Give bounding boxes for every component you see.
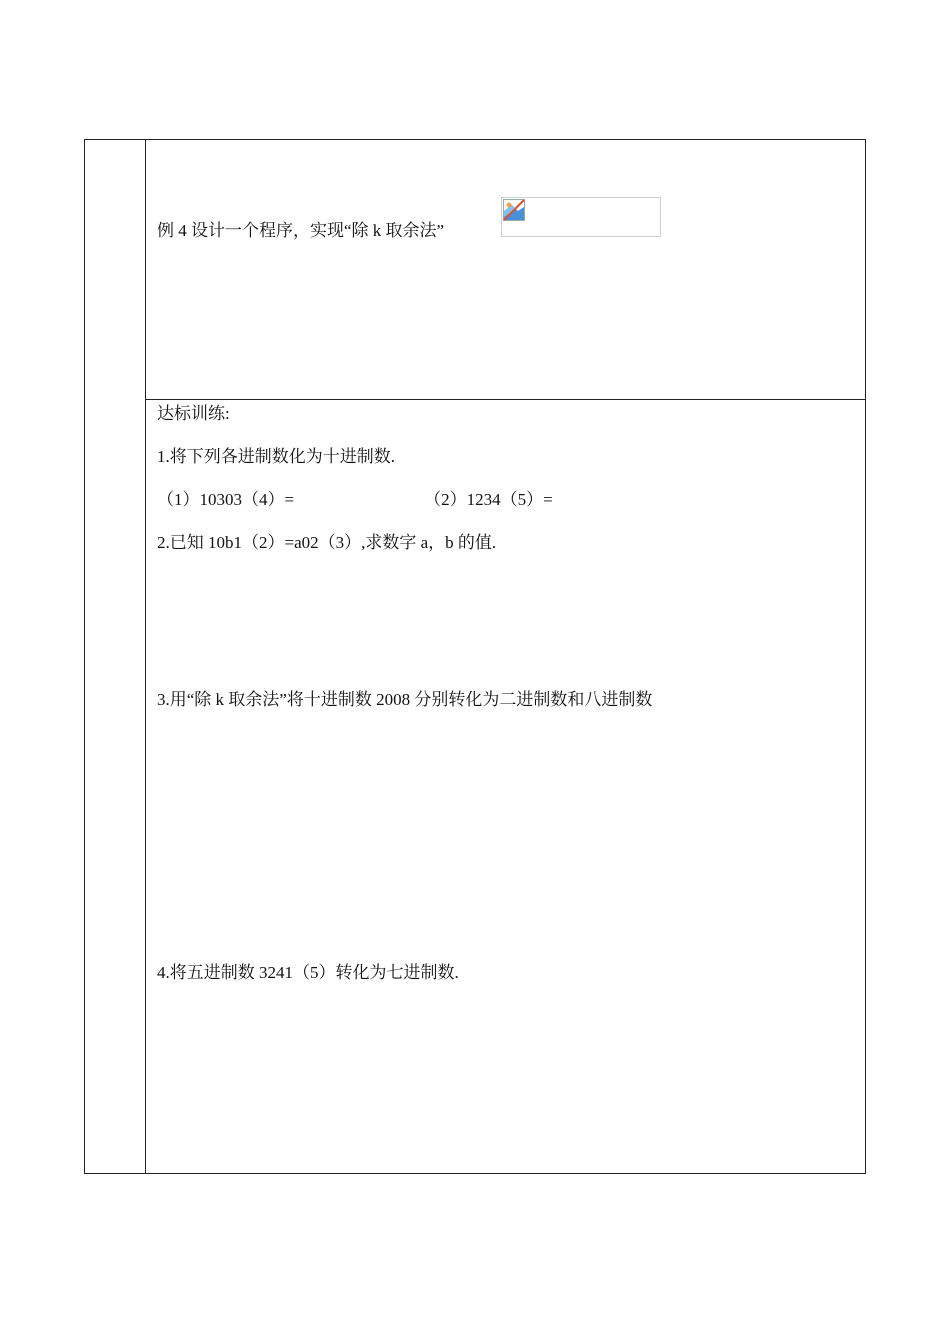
broken-image-icon <box>501 197 661 237</box>
exercises-cell <box>146 400 865 1173</box>
question-3: 3.用“除 k 取余法”将十进制数 2008 分别转化为二进制数和八进制数 <box>157 690 653 709</box>
left-column <box>85 140 146 1173</box>
question-1-parts <box>157 489 553 511</box>
question-4: 4.将五进制数 3241（5）转化为七进制数. <box>157 963 459 982</box>
example-cell <box>146 140 865 400</box>
question-2: 2.已知 10b1（2）=a02（3）,求数字 a，b 的值. <box>157 533 497 552</box>
question-1-part-1: （1）10303（4）= <box>157 490 295 509</box>
question-1-part-2: （2）1234（5）= <box>424 490 553 509</box>
worksheet-table <box>84 139 866 1174</box>
example-4-text: 例 4 设计一个程序，实现“除 k 取余法” <box>157 221 445 240</box>
exercises-heading: 达标训练: <box>157 404 230 423</box>
question-1: 1.将下列各进制数化为十进制数. <box>157 447 395 466</box>
